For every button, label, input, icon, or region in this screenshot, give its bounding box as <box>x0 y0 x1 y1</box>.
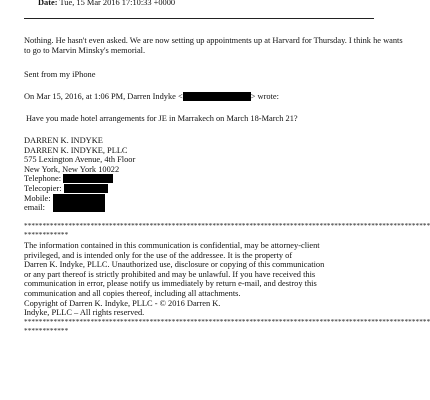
telephone-label: Telephone: <box>24 174 62 184</box>
disclaimer-line: Copyright of Darren K. Indyke, PLLC - © 2016 Darren K. <box>24 298 221 308</box>
date-value: Tue, 15 Mar 2016 17:10:33 +0000 <box>59 0 176 7</box>
quote-header-prefix: On Mar 15, 2016, at 1:06 PM, Darren Indyke < <box>24 92 183 101</box>
reply-signature: Sent from my iPhone <box>24 70 96 79</box>
email-date-header <box>38 0 175 8</box>
signature-telephone <box>24 174 379 184</box>
telecopier-label: Telecopier: <box>24 183 62 193</box>
email-label: email: <box>24 203 45 213</box>
date-label: Date: <box>38 0 58 7</box>
separator-stars-bottom-short: ************ <box>24 327 69 335</box>
disclaimer-line: or any part thereof is strictly prohibited and may be unlawful. If you have received this <box>24 269 316 279</box>
signature-name: DARREN K. INDYKE <box>24 136 103 145</box>
disclaimer-line: communication and all copies thereof, including all attachments. <box>24 288 241 298</box>
redacted-email-address <box>183 92 251 101</box>
disclaimer-line: communication in error, please notify us immediately by return e-mail, and destroy this <box>24 279 317 289</box>
signature-address-2: New York, New York 10022 <box>24 164 120 174</box>
quote-header <box>24 92 379 102</box>
redacted-telephone <box>63 174 113 183</box>
signature-firm: DARREN K. INDYKE, PLLC <box>24 145 128 155</box>
signature-email <box>24 203 379 213</box>
redacted-mobile <box>53 194 105 203</box>
signature-address-1: 575 Lexington Avenue, 4th Floor <box>24 155 136 165</box>
sender-signature-block <box>24 136 379 213</box>
separator-stars-top-long: ************************************************************************************************************** <box>24 222 430 230</box>
mobile-label: Mobile: <box>24 193 51 203</box>
header-divider <box>24 18 374 19</box>
confidentiality-disclaimer <box>24 241 379 318</box>
separator-stars-top-short: ************ <box>24 231 69 239</box>
signature-telecopier <box>24 184 379 194</box>
disclaimer-line: The information contained in this communication is confidential, may be attorney-client <box>24 241 320 250</box>
reply-body-line-1: Nothing. He hasn't even asked. We are now setting up appointments up at Harvard for Thursday. I think he wants <box>24 36 403 45</box>
separator-stars-bottom-long: ************************************************************************************************************** <box>24 318 430 326</box>
redacted-email <box>53 203 105 212</box>
quoted-question: Have you made hotel arrangements for JE in Marrakech on March 18-March 21? <box>26 114 298 123</box>
reply-body-line-2: to go to Marvin Minsky's memorial. <box>24 46 146 55</box>
disclaimer-line: privileged, and is intended only for the use of the addressee. It is the property of <box>24 250 293 260</box>
redacted-telecopier <box>64 184 108 193</box>
signature-mobile <box>24 194 379 204</box>
disclaimer-line: Indyke, PLLC – All rights reserved. <box>24 308 145 318</box>
quote-header-suffix: > wrote: <box>250 92 279 101</box>
disclaimer-line: Darren K. Indyke, PLLC. Unauthorized use, disclosure or copying of this communication <box>24 260 325 270</box>
